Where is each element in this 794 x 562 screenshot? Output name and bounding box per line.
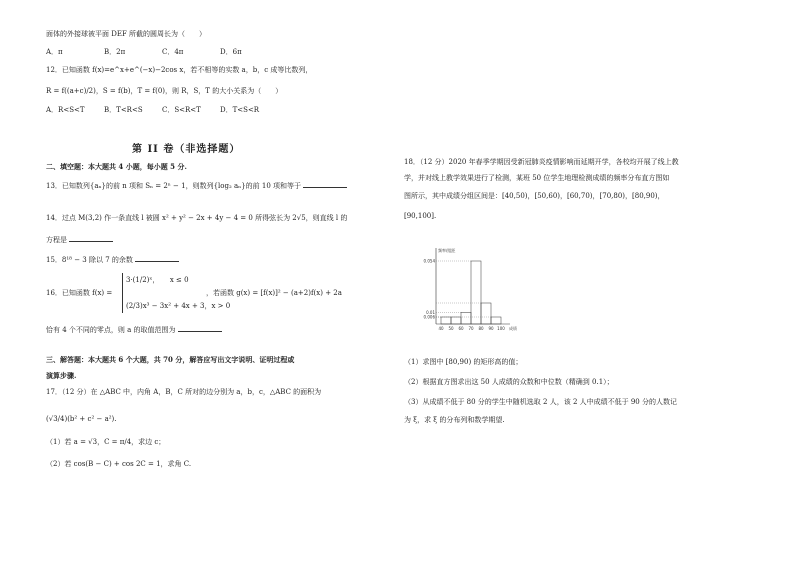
section2-heading: 二、填空题：本大题共 4 小题，每小题 5 分. (46, 162, 187, 171)
q12-choice-c[interactable]: C．S<R<T (162, 106, 201, 114)
q11-choice-b[interactable]: B．2π (104, 48, 126, 56)
x-tick-label: 80 (478, 326, 484, 331)
x-tick-label: 50 (448, 326, 454, 331)
q14-line2-text: 方程是 (46, 236, 67, 244)
q18-part3-line2: 为 ξ，求 ξ 的分布列和数学期望. (404, 416, 505, 424)
histogram-bar (451, 317, 461, 324)
q12-choice-a[interactable]: A．R<S<T (46, 106, 85, 114)
frequency-histogram (418, 244, 518, 334)
q16-brace (122, 273, 123, 313)
q12-choice-d[interactable]: D．T<S<R (220, 106, 260, 114)
q16-line2 (46, 324, 222, 335)
q16-prefix: 16．已知函数 f(x) = (46, 289, 113, 297)
y-tick-label: 0.054 (423, 258, 435, 264)
q14-line2 (46, 234, 113, 245)
q13-answer-blank[interactable] (303, 180, 347, 188)
q18-part3-line1: （3）从成绩不低于 80 分的学生中随机选取 2 人，该 2 人中成绩不低于 90 分的人数记 (404, 398, 677, 406)
histogram-bar (471, 261, 481, 324)
q11-choice-a[interactable]: A．π (46, 48, 63, 56)
q11-choices (46, 48, 278, 57)
q17-part2: （2）若 cos(B − C) + cos 2C = 1，求角 C. (46, 460, 192, 468)
q18-part2: （2）根据直方图求出这 50 人成绩的众数和中位数（精确到 0.1）； (404, 378, 614, 386)
x-tick-label: 60 (458, 326, 464, 331)
histogram-bar (461, 312, 471, 324)
q14-answer-blank[interactable] (69, 234, 113, 242)
q18-part1: （1）求图中 [80,90) 的矩形高的值； (404, 358, 523, 366)
q12-line2: R = f((a+c)/2)，S = f(b)，T = f(0)，则 R，S，T 的大小关系为（ ） (46, 87, 283, 95)
q17-part1: （1）若 a = √3，C = π/4，求边 c； (46, 438, 166, 446)
q18-line2: 学，并对线上教学效果进行了检测，某班 50 位学生地理检测成绩的频率分布直方图如 (404, 174, 670, 182)
section3-line1: 三、解答题：本大题共 6 个大题，共 70 分，解答应写出文字说明、证明过程或 (46, 355, 295, 364)
histogram-bar (491, 317, 501, 324)
q18-line3: 图所示，其中成绩分组区间是：[40,50)，[50,60)，[60,70)，[70,80)，[80,90)， (404, 192, 665, 200)
q17-line1: 17．（12 分）在 △ABC 中，内角 A，B，C 所对的边分别为 a，b，c，△ABC 的面积为 (46, 388, 322, 396)
q13-text: 13．已知数列{aₙ}的前 n 项和 Sₙ = 2ⁿ − 1，则数列{log₂ aₙ}的前 10 项和等于 (46, 182, 302, 190)
y-tick-label: 0.006 (423, 314, 435, 320)
q13 (46, 180, 347, 191)
q16-answer-blank[interactable] (178, 324, 222, 332)
q14-line1: 14．过点 M(3,2) 作一条直线 l 被圆 x² + y² − 2x + 4y − 4 = 0 所得弦长为 2√5，则直线 l 的 (46, 214, 348, 222)
section3-line2: 演算步骤. (46, 371, 77, 380)
x-tick-label: 70 (468, 326, 474, 331)
q12-choice-b[interactable]: B．T<R<S (104, 106, 143, 114)
q15-text: 15．8¹⁸ − 3 除以 7 的余数 (46, 256, 133, 264)
q11-choice-d[interactable]: D．6π (220, 48, 242, 56)
q15 (46, 254, 179, 265)
q16-line2-text: 恰有 4 个不同的零点，则 a 的取值范围为 (46, 326, 176, 334)
x-tick-label: 40 (438, 326, 444, 331)
histogram-bar (441, 317, 451, 324)
q17-line2: (√3/4)(b² + c² − a²). (46, 415, 117, 423)
q12-choices (46, 106, 278, 115)
q11-tail: 面体的外接球被平面 DEF 所截的圆周长为（ ） (46, 30, 207, 38)
q16-case2: (2/3)x³ − 3x² + 4x + 3，x > 0 (126, 302, 231, 310)
q18-line1: 18．（12 分）2020 年春季学期因受新冠肺炎疫情影响而延期开学，各校均开展了线上教 (404, 158, 679, 166)
part2-title: 第 II 卷（非选择题） (132, 144, 241, 155)
q12-line1: 12．已知函数 f(x)=e^x+e^(−x)−2cos x，若不相等的实数 a，b，c 成等比数列， (46, 66, 313, 74)
x-tick-label: 100 (497, 326, 505, 331)
x-tick-label: 90 (488, 326, 494, 331)
y-axis-label: 频率/组距 (438, 248, 456, 253)
x-axis-label: 成绩 (509, 326, 517, 331)
y-tick-label: 0.01 (426, 309, 435, 315)
q16-case1: 3·(1/2)ˣ， x ≤ 0 (126, 276, 189, 284)
q11-choice-c[interactable]: C．4π (162, 48, 184, 56)
q15-answer-blank[interactable] (135, 254, 179, 262)
q16-suffix: ，若函数 g(x) = [f(x)]² − (a+2)f(x) + 2a (206, 289, 342, 297)
q18-line4: [90,100]. (404, 212, 437, 220)
histogram-bar (481, 303, 491, 324)
